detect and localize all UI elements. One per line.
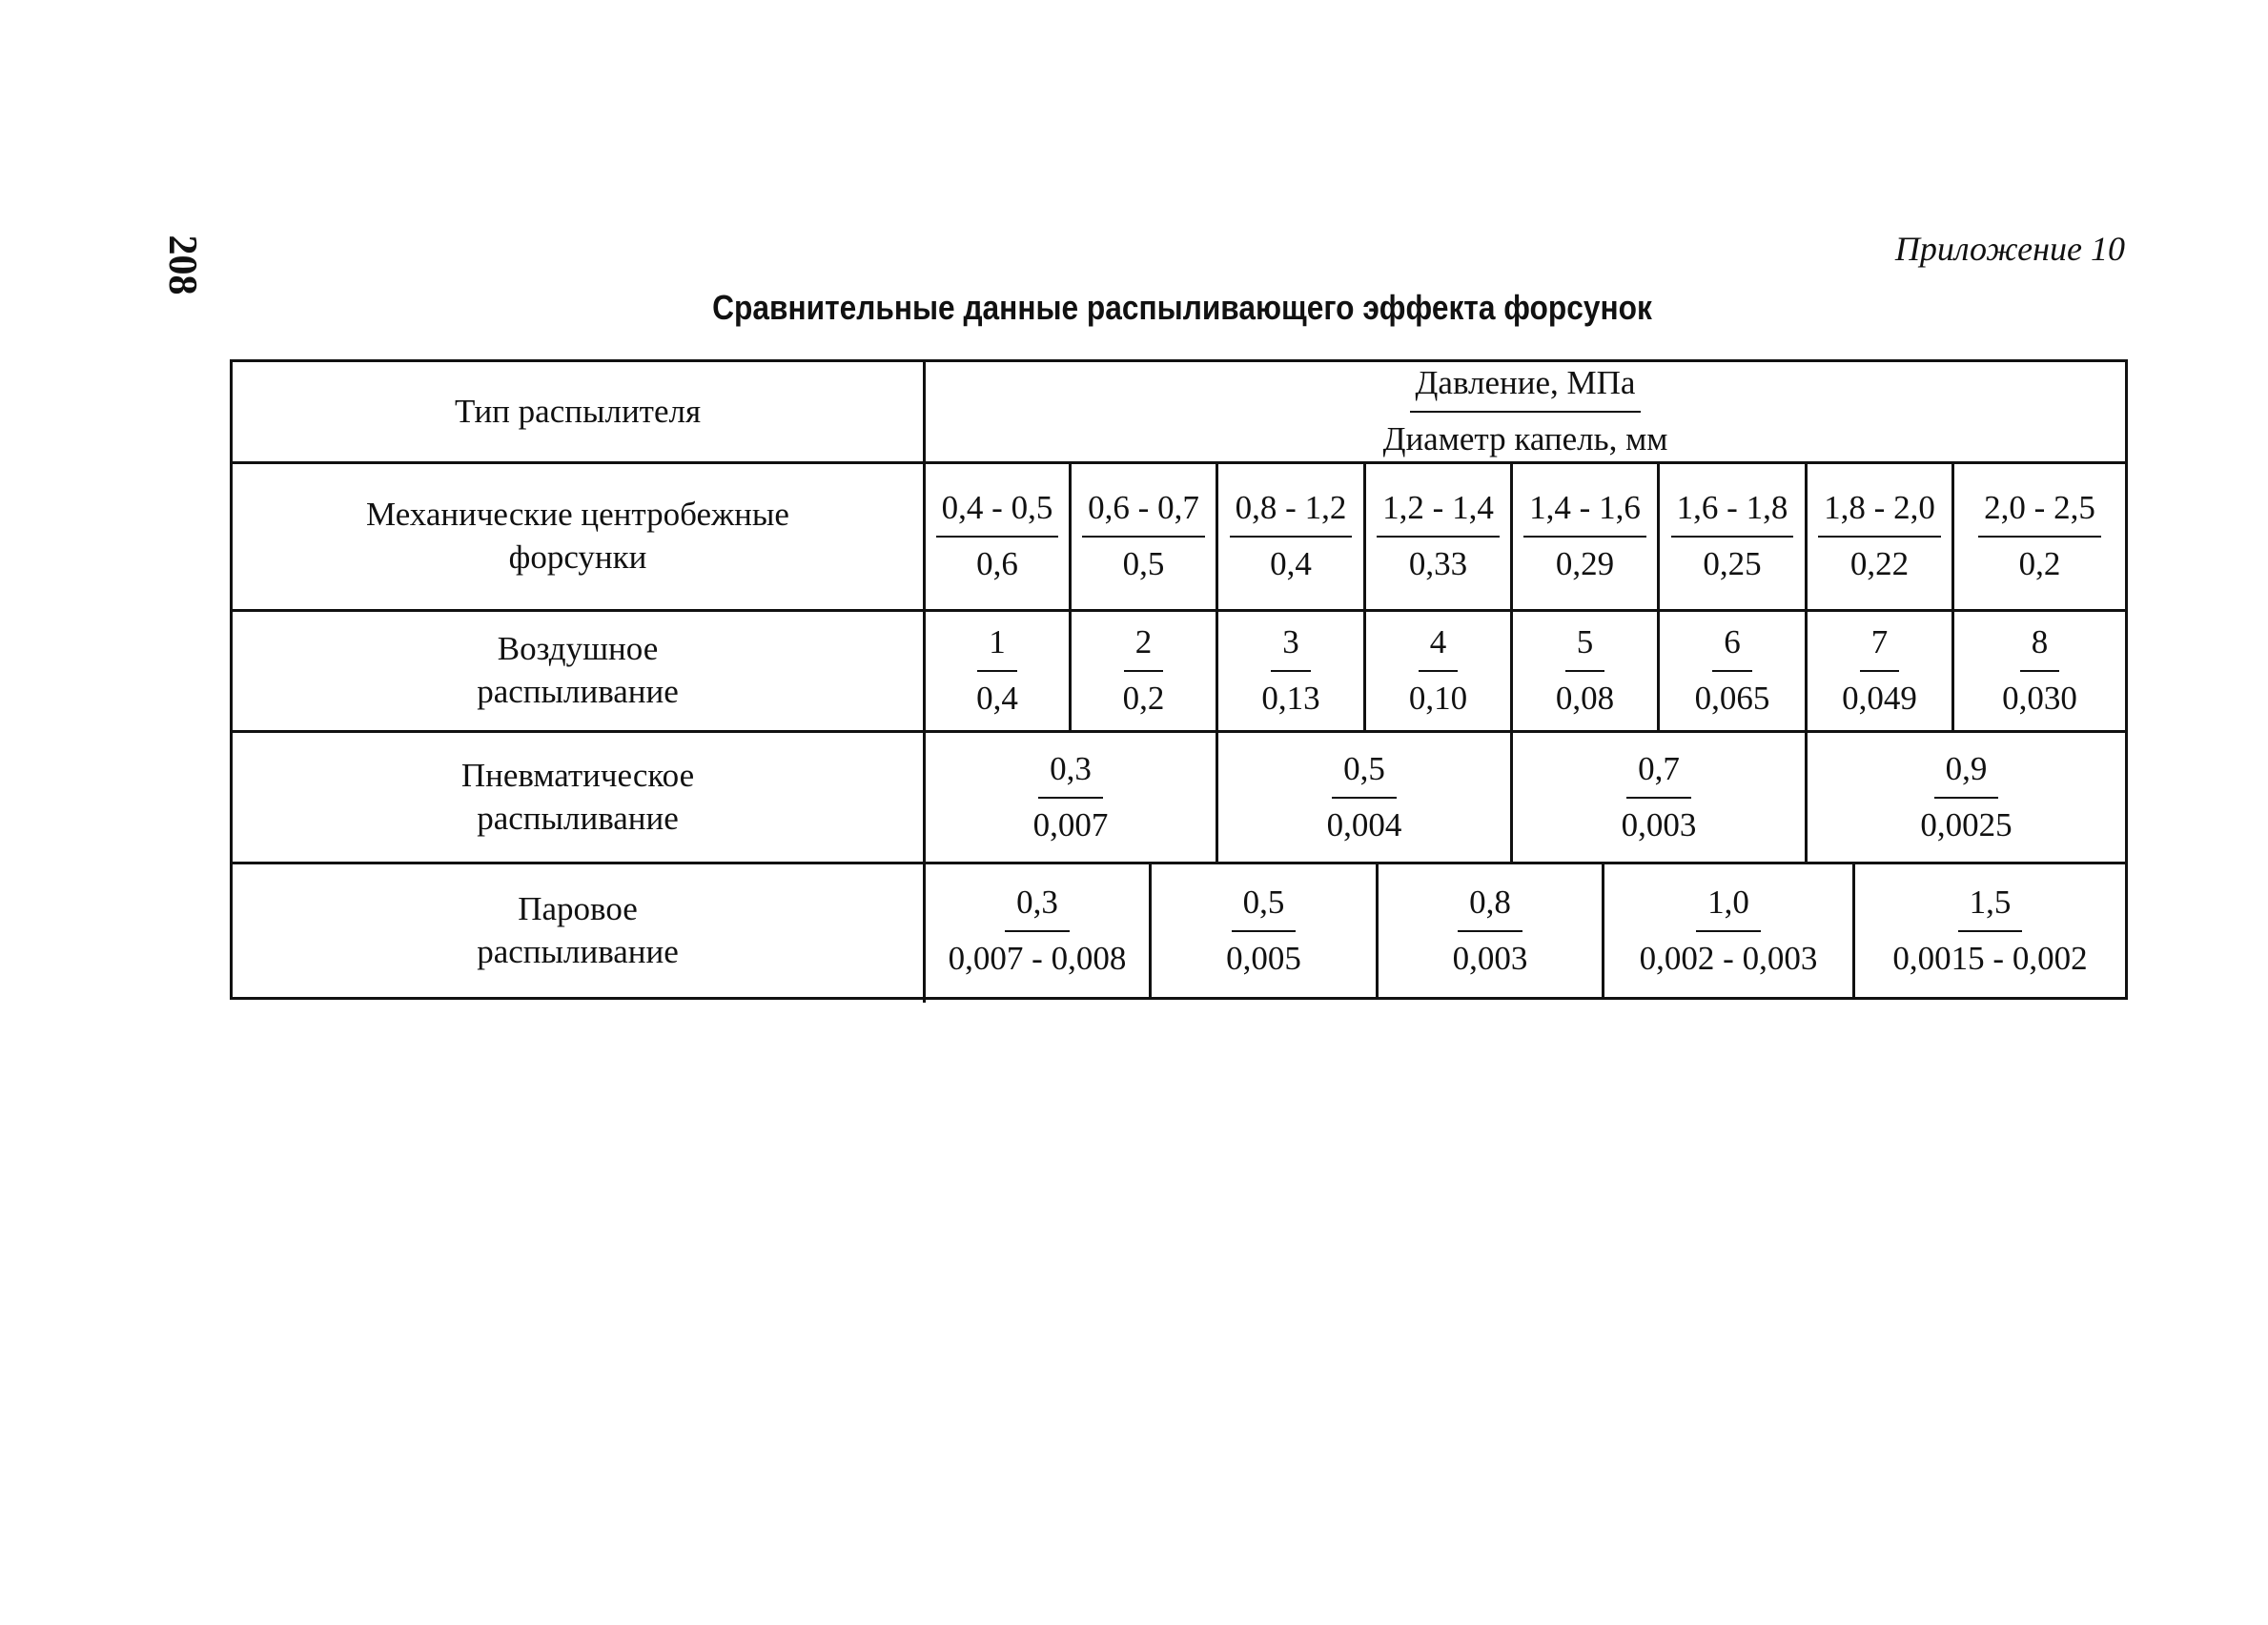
fraction (1377, 487, 1500, 586)
value-cell (1379, 864, 1602, 997)
value-cell (1808, 612, 1951, 730)
header-diameter-label: Диаметр капель, мм (1382, 420, 1668, 457)
fraction (1818, 487, 1941, 586)
diameter-value: 0,25 (1703, 545, 1762, 582)
value-cell (1072, 612, 1216, 730)
row-label-line: Воздушное (497, 630, 659, 668)
value-cell (1218, 612, 1363, 730)
diameter-value: 0,08 (1555, 680, 1615, 717)
value-cell (1513, 612, 1657, 730)
pressure-value: 4 (1419, 621, 1459, 672)
value-cell (1808, 733, 2125, 862)
pressure-value: 0,6 - 0,7 (1082, 487, 1205, 538)
pressure-value: 6 (1712, 621, 1752, 672)
diameter-value: 0,4 (976, 680, 1018, 717)
fraction (1230, 487, 1353, 586)
value-cell (1366, 464, 1510, 609)
row-label-mechanical (233, 464, 923, 609)
diameter-value: 0,002 - 0,003 (1639, 939, 1818, 977)
row-label-line: Механические центробежные (366, 496, 789, 534)
value-cell (1954, 464, 2125, 609)
diameter-value: 0,22 (1849, 545, 1910, 582)
value-cell (1808, 464, 1951, 609)
diameter-value: 0,10 (1408, 680, 1468, 717)
value-cell (1218, 464, 1363, 609)
fraction (1117, 621, 1171, 721)
diameter-value: 0,6 (976, 545, 1018, 582)
diameter-value: 0,29 (1555, 545, 1615, 582)
appendix-label: Приложение 10 (1894, 230, 2125, 268)
diameter-value: 0,0025 (1920, 805, 2013, 843)
fraction (1978, 487, 2101, 586)
value-cell (1604, 864, 1852, 997)
header-pressure-label: Давление, МПа (1410, 362, 1642, 413)
value-cell (926, 733, 1216, 862)
fraction (943, 882, 1133, 981)
value-cell (1954, 612, 2125, 730)
row-label-pneumatic (233, 733, 923, 862)
diameter-value: 0,049 (1842, 680, 1917, 717)
diameter-value: 0,2 (2018, 545, 2061, 582)
pressure-value: 2,0 - 2,5 (1978, 487, 2101, 538)
diameter-value: 0,065 (1694, 680, 1770, 717)
pressure-value: 0,9 (1934, 748, 1999, 799)
fraction (1550, 621, 1620, 721)
fraction (1616, 748, 1703, 847)
value-cell (1513, 733, 1805, 862)
value-cell (1072, 464, 1216, 609)
row-label-steam (233, 864, 923, 997)
pressure-value: 1,4 - 1,6 (1523, 487, 1646, 538)
diameter-value: 0,4 (1270, 545, 1312, 582)
fraction (1220, 882, 1307, 981)
header-units-cell (926, 362, 2125, 461)
fraction (1403, 621, 1473, 721)
pressure-value: 1,8 - 2,0 (1818, 487, 1941, 538)
fraction (1671, 487, 1794, 586)
value-cell (1218, 733, 1510, 862)
pressure-value: 0,3 (1005, 882, 1070, 932)
pressure-value: 0,4 - 0,5 (936, 487, 1059, 538)
pressure-value: 0,8 (1458, 882, 1522, 932)
comparison-table (230, 359, 2128, 1000)
value-cell (1660, 464, 1805, 609)
fraction (971, 621, 1024, 721)
table-title: Сравнительные данные распыливающего эффекта форсунок (712, 288, 1652, 327)
diameter-value: 0,2 (1122, 680, 1165, 717)
diameter-value: 0,005 (1226, 939, 1301, 977)
pressure-value: 1,6 - 1,8 (1671, 487, 1794, 538)
row-label-line: форсунки (508, 538, 647, 576)
diameter-value: 0,007 - 0,008 (948, 939, 1127, 977)
value-cell (1855, 864, 2125, 997)
fraction (1447, 882, 1534, 981)
value-cell (926, 864, 1149, 997)
header-type-label: Тип распылителя (454, 392, 702, 430)
pressure-value: 0,5 (1232, 882, 1297, 932)
diameter-value: 0,0015 - 0,002 (1892, 939, 2088, 977)
value-cell (1660, 612, 1805, 730)
fraction (1321, 748, 1408, 847)
header-units-fraction (1378, 362, 1674, 461)
diameter-value: 0,003 (1621, 805, 1697, 843)
pressure-value: 0,5 (1332, 748, 1397, 799)
fraction (1256, 621, 1325, 721)
pressure-value: 8 (2020, 621, 2060, 672)
value-cell (1513, 464, 1657, 609)
value-cell (926, 612, 1069, 730)
header-type-cell (233, 362, 923, 461)
value-cell (1152, 864, 1376, 997)
pressure-value: 5 (1565, 621, 1605, 672)
pressure-value: 0,7 (1626, 748, 1691, 799)
pressure-value: 0,8 - 1,2 (1230, 487, 1353, 538)
fraction (1689, 621, 1776, 721)
pressure-value: 7 (1860, 621, 1900, 672)
fraction (1634, 882, 1824, 981)
row-label-line: Паровое (518, 889, 638, 927)
value-cell (926, 464, 1069, 609)
row-label-air (233, 612, 923, 730)
fraction (1028, 748, 1114, 847)
diameter-value: 0,5 (1122, 545, 1165, 582)
row-label-line: распыливание (477, 932, 679, 970)
fraction (1887, 882, 2093, 981)
fraction (1996, 621, 2083, 721)
diameter-value: 0,33 (1408, 545, 1468, 582)
pressure-value: 0,3 (1038, 748, 1103, 799)
pressure-value: 1,5 (1958, 882, 2023, 932)
fraction (1836, 621, 1923, 721)
pressure-value: 2 (1124, 621, 1164, 672)
page-number: 208 (160, 234, 204, 295)
diameter-value: 0,003 (1452, 939, 1528, 977)
diameter-value: 0,004 (1326, 805, 1402, 843)
pressure-value: 1,2 - 1,4 (1377, 487, 1500, 538)
row-label-line: Пневматическое (460, 756, 695, 794)
fraction (1523, 487, 1646, 586)
fraction (1082, 487, 1205, 586)
diameter-value: 0,007 (1032, 805, 1109, 843)
value-cell (1366, 612, 1510, 730)
fraction (936, 487, 1059, 586)
pressure-value: 1,0 (1696, 882, 1761, 932)
pressure-value: 1 (977, 621, 1017, 672)
diameter-value: 0,13 (1261, 680, 1320, 717)
pressure-value: 3 (1271, 621, 1311, 672)
fraction (1914, 748, 2017, 847)
row-label-line: распыливание (477, 799, 679, 837)
row-label-line: распыливание (477, 673, 679, 710)
diameter-value: 0,030 (2002, 680, 2077, 717)
